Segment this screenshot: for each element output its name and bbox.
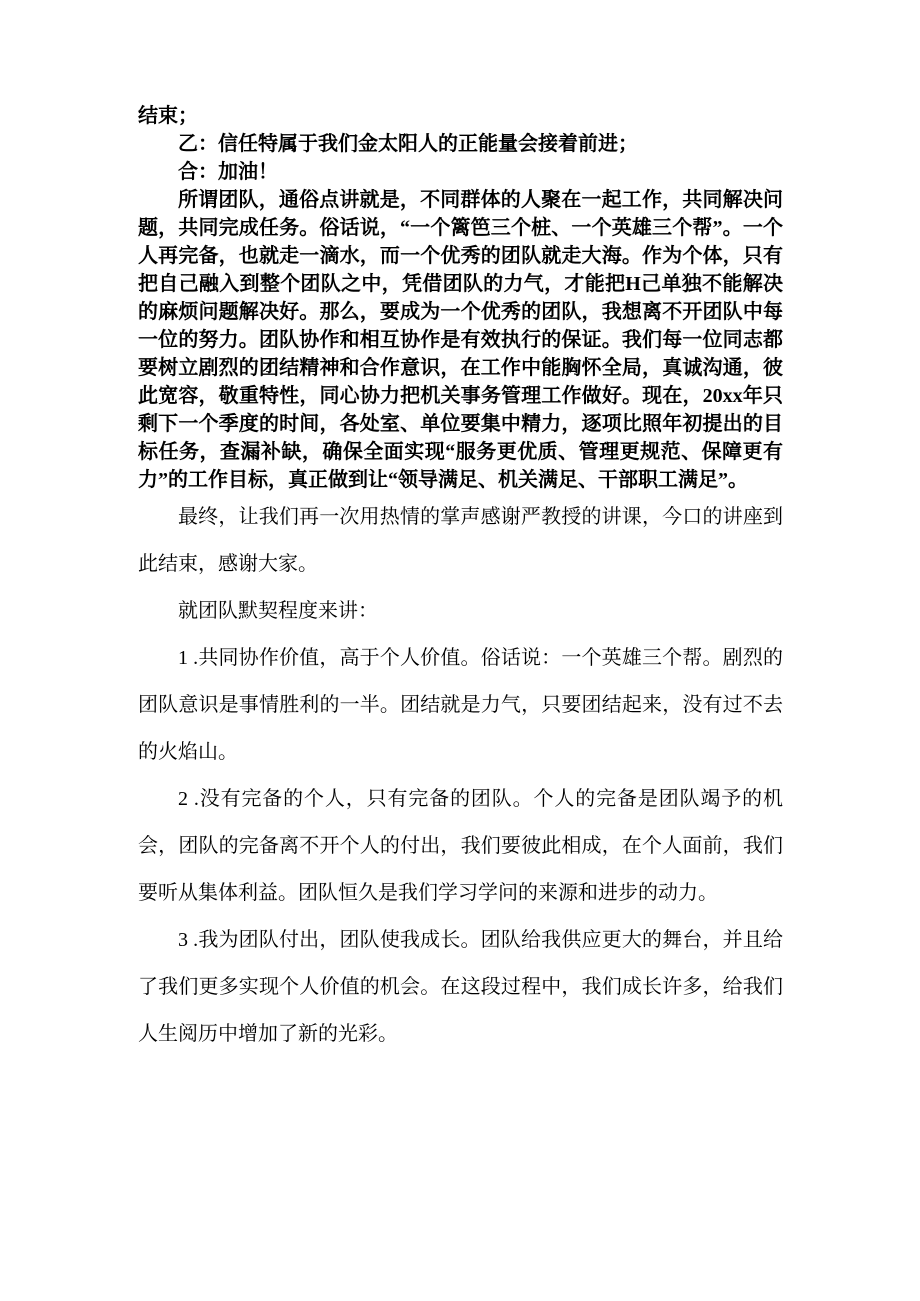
paragraph-ending: 结束；	[138, 105, 198, 127]
list-item-3: 3 .我为团队付出，团队使我成长。团队给我供应更大的舞台，并且给了我们更多实现个人价值的机会。在这段过程中，我们成长许多，给我们人生阅历中增加了新的光彩。	[138, 929, 783, 1045]
line-role-all: 合：加油！	[178, 161, 278, 183]
paragraph-closing-thanks: 最终，让我们再一次用热情的掌声感谢严教授的讲课，今口的讲座到此结束，感谢大家。	[138, 506, 783, 575]
list-item-2: 2 .没有完备的个人，只有完备的团队。个人的完备是团队竭予的机会，团队的完备离不开个人的付出，我们要彼此相成，在个人面前，我们要听从集体利益。团队恒久是我们学习学问的来源和进步的动力。	[138, 788, 783, 904]
line-role-b: 乙：信任特属于我们金太阳人的正能量会接着前进；	[178, 133, 638, 155]
paragraph-tacit-intro: 就团队默契程度来讲：	[178, 600, 378, 622]
paragraph-team-definition: 所谓团队，通俗点讲就是，不同群体的人聚在一起工作，共同解决问题，共同完成任务。俗话说，“一个篱笆三个桩、一个英雄三个帮”。一个人再完备，也就走一滴水，而一个优秀的团队就走大海。作为个体，只有把自己融入到整个团队之中，凭借团队的力气，才能把H己单独不能解决的麻烦问题解决好。那么，要成为一个优秀的团队，我想离不开团队中每一位的努力。团队协作和相互协作是有效执行的保证。我们每一位同志都要树立剧烈的团结精神和合作意识，在工作中能胸怀全局，真诚沟通，彼此宽容，敬重特性，同心协力把机关事务管理工作做好。现在，20xx年只剩下一个季度的时间，各处室、单位要集中精力，逐项比照年初提出的目标任务，查漏补缺，确保全面实现“服务更优质、管理更规范、保障更有力”的工作目标，真正做到让“领导满足、机关满足、干部职工满足”。	[138, 189, 783, 491]
list-item-1: 1 .共同协作价值，高于个人价值。俗话说：一个英雄三个帮。剧烈的团队意识是事情胜利的一半。团结就是力气，只要团结起来，没有过不去的火焰山。	[138, 647, 783, 763]
